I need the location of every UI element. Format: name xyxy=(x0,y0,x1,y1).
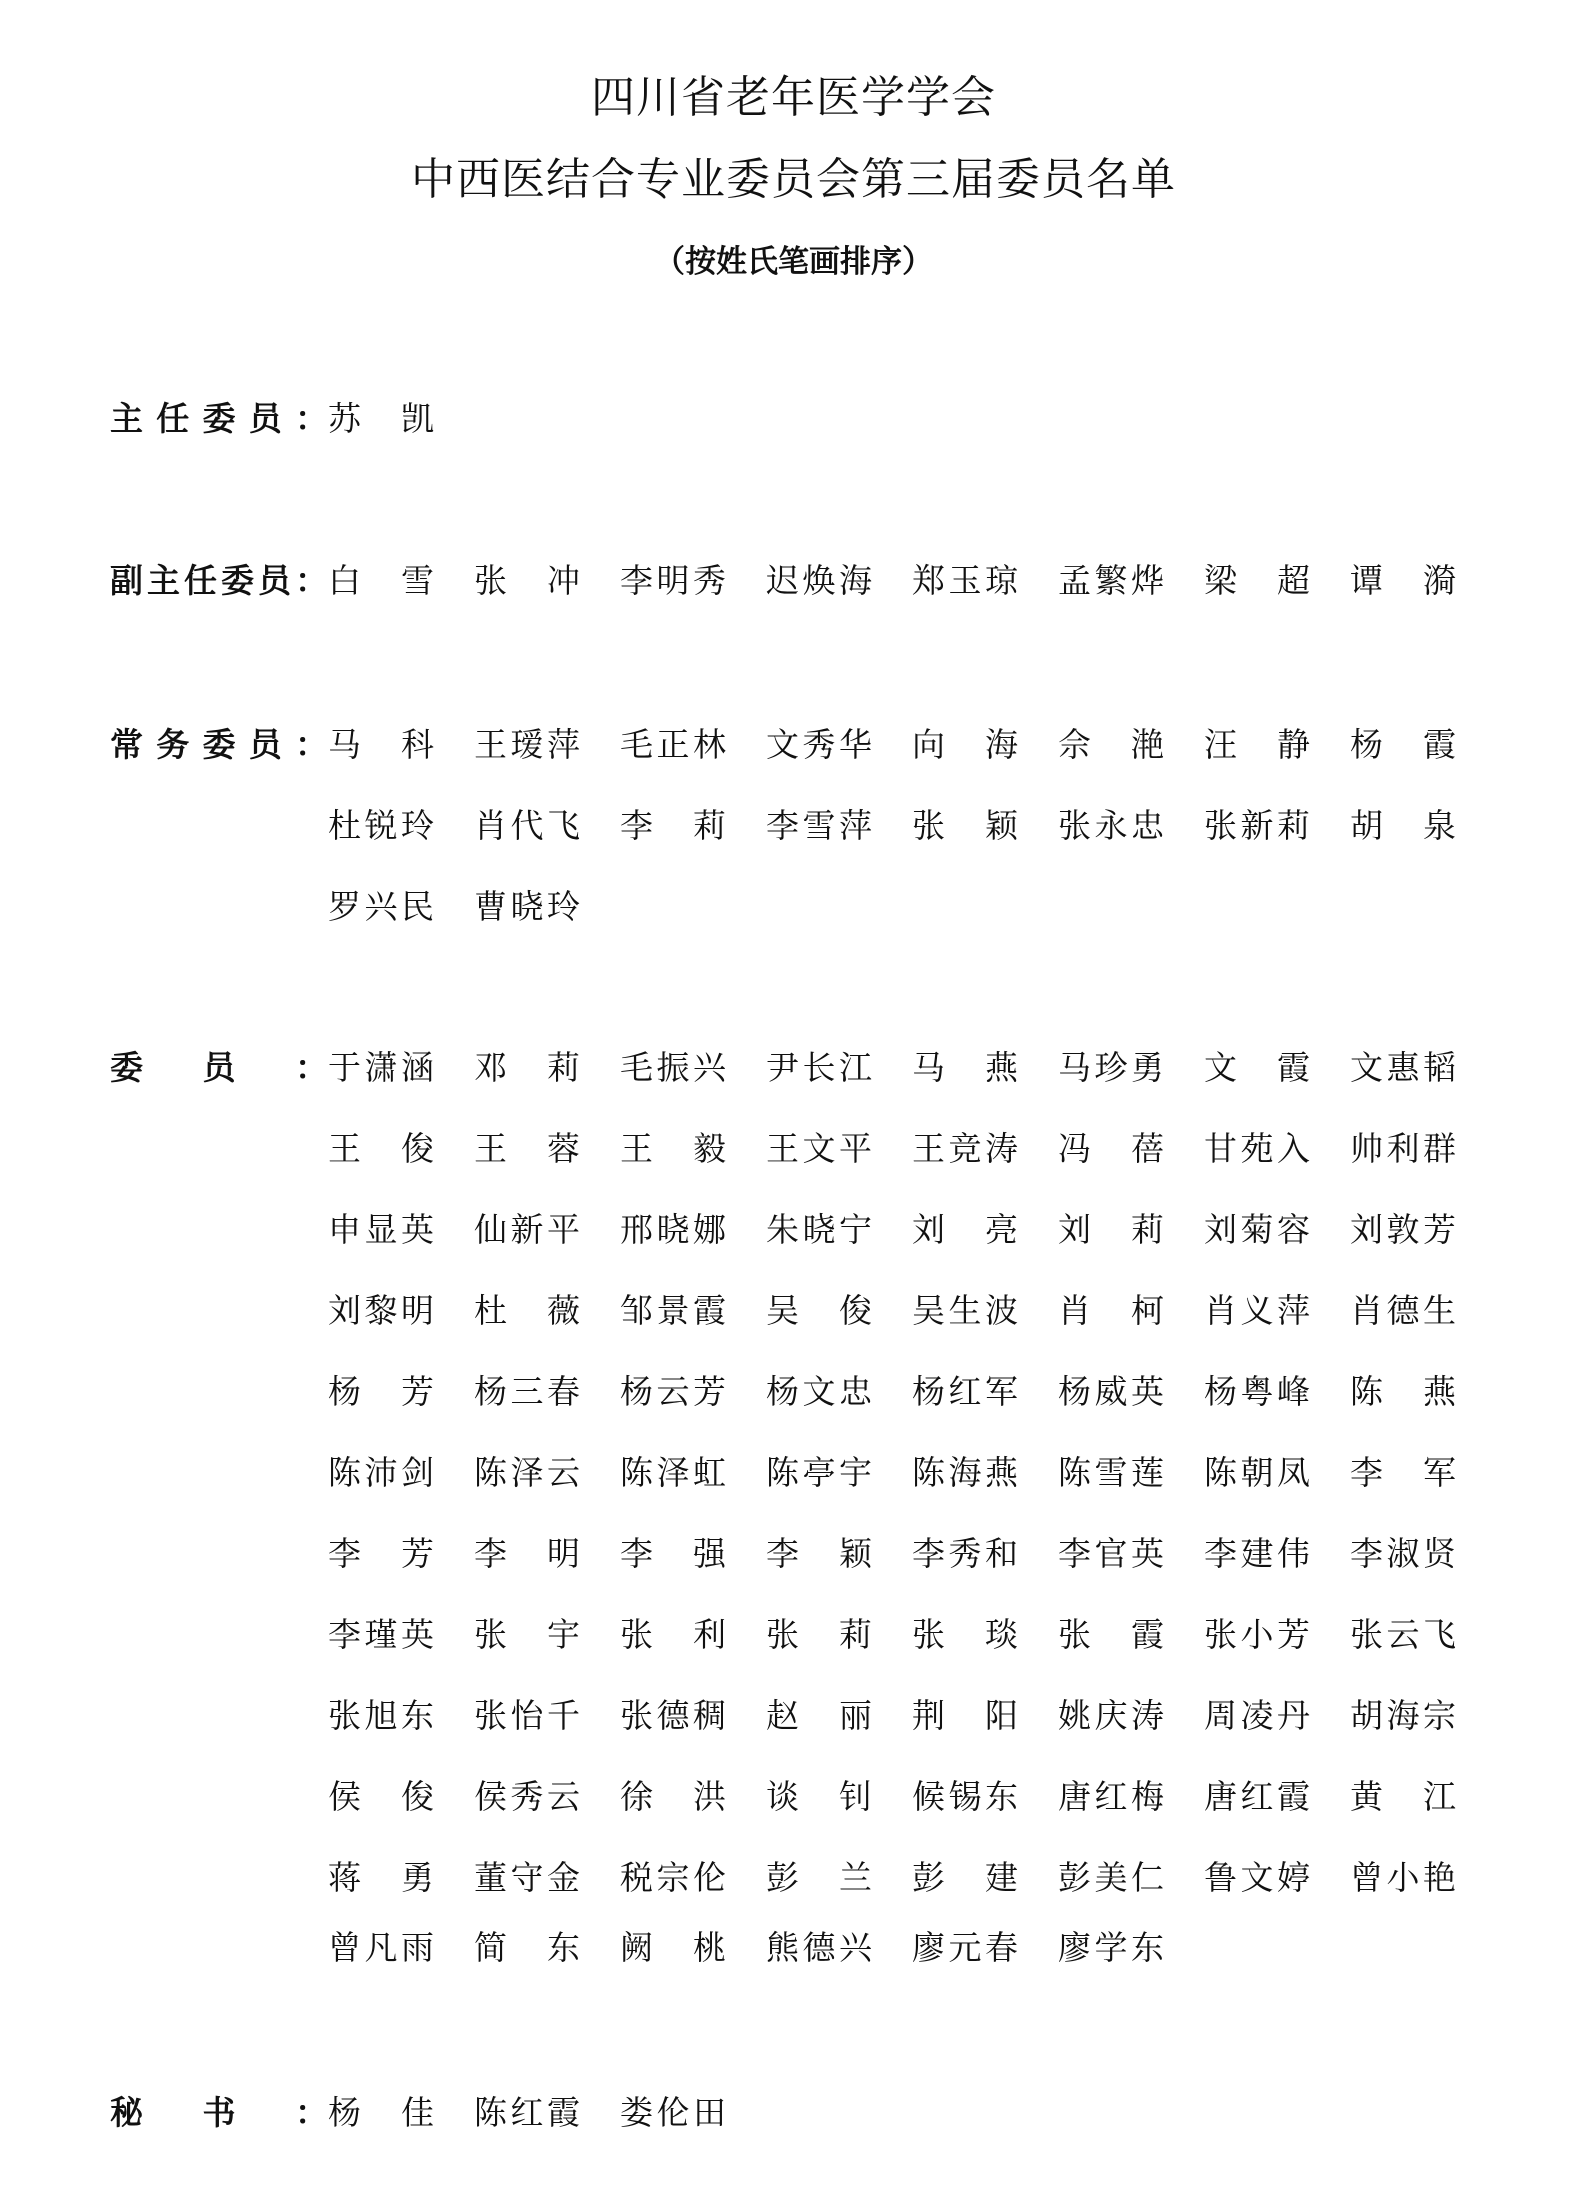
section-label-char: 书 xyxy=(202,2092,236,2132)
member-name-text: 黄 江 xyxy=(1350,1776,1456,1816)
member-name-text: 邓 莉 xyxy=(474,1047,580,1087)
member-name-text: 王 俊 xyxy=(328,1128,434,1168)
member-name-text: 李 莉 xyxy=(620,805,726,845)
member-name-text: 阙 桃 xyxy=(620,1927,726,1967)
member-name-text: 孟 繁 烨 xyxy=(1058,560,1164,600)
member-name-text: 杨 三 春 xyxy=(474,1371,580,1411)
member-name xyxy=(1350,560,1496,600)
member-name xyxy=(766,1776,912,1816)
section-label-char: ： xyxy=(295,724,328,764)
member-name-text: 李 强 xyxy=(620,1533,726,1573)
section-label-char: 主 xyxy=(110,398,143,438)
member-name-text: 张 利 xyxy=(620,1614,726,1654)
document-subtitle: （按姓氏笔画排序） xyxy=(654,244,933,280)
member-name xyxy=(1058,1047,1204,1087)
member-name xyxy=(766,1371,912,1411)
member-name-text: 荆 阳 xyxy=(912,1695,1018,1735)
member-name-text: 蒋 勇 xyxy=(328,1857,434,1897)
member-name-text: 李 军 xyxy=(1350,1452,1456,1492)
member-name xyxy=(328,1776,474,1816)
member-name xyxy=(912,1290,1058,1330)
member-name xyxy=(766,724,912,764)
member-name xyxy=(474,1927,620,1967)
member-name xyxy=(766,1209,912,1249)
member-name-text: 杜 薇 xyxy=(474,1290,580,1330)
member-row xyxy=(110,1778,1496,1814)
member-name-text: 李 颖 xyxy=(766,1533,872,1573)
member-name-text: 郑 玉 琼 xyxy=(912,560,1018,600)
member-name-text: 杨 文 忠 xyxy=(766,1371,872,1411)
member-name xyxy=(1204,1047,1350,1087)
member-name-text: 肖 代 飞 xyxy=(474,805,580,845)
member-row xyxy=(110,400,474,436)
member-name-text: 毛 振 兴 xyxy=(620,1047,726,1087)
member-name xyxy=(1058,724,1204,764)
member-name-text: 文 秀 华 xyxy=(766,724,872,764)
section-label-char: 务 xyxy=(156,724,190,764)
member-name xyxy=(474,1614,620,1654)
member-name-text: 娄 伦 田 xyxy=(620,2092,726,2132)
member-name xyxy=(766,805,912,845)
member-name-text: 刘 黎 明 xyxy=(328,1290,434,1330)
member-row xyxy=(110,1697,1496,1733)
member-name xyxy=(1350,1614,1496,1654)
member-row xyxy=(110,562,1496,598)
section-label-char: 任 xyxy=(184,560,217,600)
section-label-char: 员 xyxy=(202,1047,236,1087)
member-row xyxy=(110,726,1496,762)
member-name xyxy=(1204,805,1350,845)
member-row xyxy=(110,1535,1496,1571)
member-name xyxy=(328,560,474,600)
member-name-text: 胡 海 宗 xyxy=(1350,1695,1456,1735)
section-label-char: ： xyxy=(295,398,328,438)
member-name xyxy=(1350,1371,1496,1411)
member-name-text: 陈 朝 凤 xyxy=(1204,1452,1310,1492)
member-name-text: 张 永 忠 xyxy=(1058,805,1164,845)
member-name xyxy=(1350,1857,1496,1897)
member-name xyxy=(1058,1776,1204,1816)
member-row xyxy=(110,807,1496,843)
member-name xyxy=(1058,1857,1204,1897)
member-name-text: 徐 洪 xyxy=(620,1776,726,1816)
member-name xyxy=(912,724,1058,764)
member-name-text: 杨 粤 峰 xyxy=(1204,1371,1310,1411)
member-name xyxy=(1204,1452,1350,1492)
member-name xyxy=(328,1533,474,1573)
member-name-text: 陈 雪 莲 xyxy=(1058,1452,1164,1492)
member-name-text: 杨 霞 xyxy=(1350,724,1456,764)
member-name-text: 鲁 文 婷 xyxy=(1204,1857,1310,1897)
member-name-text: 李 淑 贤 xyxy=(1350,1533,1456,1573)
member-name-text: 张 旭 东 xyxy=(328,1695,434,1735)
member-name-text: 迟 焕 海 xyxy=(766,560,872,600)
member-name xyxy=(1350,1695,1496,1735)
member-name-text: 苏 凯 xyxy=(328,398,434,438)
member-name xyxy=(766,1290,912,1330)
member-name xyxy=(620,1047,766,1087)
member-name xyxy=(620,1452,766,1492)
member-name-text: 陈 红 霞 xyxy=(474,2092,580,2132)
member-name-text: 杨 佳 xyxy=(328,2092,434,2132)
member-name-text: 甘 苑 入 xyxy=(1204,1128,1310,1168)
member-name xyxy=(474,1290,620,1330)
member-name-text: 王 竞 涛 xyxy=(912,1128,1018,1168)
member-name xyxy=(1204,1290,1350,1330)
member-name xyxy=(620,1128,766,1168)
member-name xyxy=(912,560,1058,600)
member-name-text: 李 雪 萍 xyxy=(766,805,872,845)
member-row xyxy=(110,1859,1496,1895)
member-name xyxy=(620,1776,766,1816)
member-row xyxy=(110,1454,1496,1490)
member-name-text: 帅 利 群 xyxy=(1350,1128,1456,1168)
member-row xyxy=(110,1049,1496,1085)
member-name-text: 张 琰 xyxy=(912,1614,1018,1654)
member-name xyxy=(1204,1695,1350,1735)
member-name-text: 姚 庆 涛 xyxy=(1058,1695,1164,1735)
member-name-text: 侯 俊 xyxy=(328,1776,434,1816)
member-name xyxy=(912,1927,1058,1967)
member-name-text: 廖 学 东 xyxy=(1058,1927,1164,1967)
section-label-char: ： xyxy=(295,1047,328,1087)
member-name-text: 张 冲 xyxy=(474,560,580,600)
member-row xyxy=(110,1130,1496,1166)
document-title-line2: 中西医结合专业委员会第三届委员名单 xyxy=(411,154,1176,205)
section-label-char: 副 xyxy=(110,560,143,600)
member-name xyxy=(620,2092,766,2132)
member-name-text: 张 颖 xyxy=(912,805,1018,845)
member-name xyxy=(766,1533,912,1573)
member-name-text: 周 凌 丹 xyxy=(1204,1695,1310,1735)
section-label xyxy=(110,724,328,764)
member-name-text: 张 霞 xyxy=(1058,1614,1164,1654)
member-name xyxy=(328,1857,474,1897)
member-name xyxy=(912,1614,1058,1654)
member-name xyxy=(1058,1614,1204,1654)
document-title-line1: 四川省老年医学学会 xyxy=(591,72,996,123)
section-label xyxy=(110,560,328,600)
member-name xyxy=(1204,560,1350,600)
member-name-text: 杨 威 英 xyxy=(1058,1371,1164,1411)
section-label-char: 任 xyxy=(156,398,190,438)
member-name-text: 王 蓉 xyxy=(474,1128,580,1168)
member-name xyxy=(1350,1533,1496,1573)
member-row xyxy=(110,1616,1496,1652)
member-name xyxy=(474,1776,620,1816)
member-name-text: 张 德 稠 xyxy=(620,1695,726,1735)
member-name xyxy=(474,1371,620,1411)
member-name-text: 马 珍 勇 xyxy=(1058,1047,1164,1087)
member-name xyxy=(474,1857,620,1897)
member-name xyxy=(1350,805,1496,845)
member-name-text: 杜 锐 玲 xyxy=(328,805,434,845)
section-label-char: 员 xyxy=(248,398,282,438)
member-name-text: 曾 凡 雨 xyxy=(328,1927,434,1967)
member-name-text: 李 官 英 xyxy=(1058,1533,1164,1573)
member-name xyxy=(328,724,474,764)
member-name xyxy=(912,1695,1058,1735)
member-name xyxy=(1204,1128,1350,1168)
member-name-text: 仙 新 平 xyxy=(474,1209,580,1249)
member-name-text: 肖 柯 xyxy=(1058,1290,1164,1330)
member-name xyxy=(766,1614,912,1654)
member-name xyxy=(912,1047,1058,1087)
member-name xyxy=(1204,1776,1350,1816)
member-name xyxy=(620,1695,766,1735)
member-name-text: 杨 云 芳 xyxy=(620,1371,726,1411)
member-name-text: 梁 超 xyxy=(1204,560,1310,600)
member-name xyxy=(766,1695,912,1735)
member-name-text: 汪 静 xyxy=(1204,724,1310,764)
member-name xyxy=(912,1128,1058,1168)
member-name-text: 陈 燕 xyxy=(1350,1371,1456,1411)
member-name xyxy=(912,1452,1058,1492)
member-name-text: 董 守 金 xyxy=(474,1857,580,1897)
member-name xyxy=(1058,1927,1204,1967)
member-name xyxy=(328,2092,474,2132)
member-name-text: 朱 晓 宁 xyxy=(766,1209,872,1249)
member-name xyxy=(620,724,766,764)
member-name-text: 张 莉 xyxy=(766,1614,872,1654)
member-name xyxy=(1058,1695,1204,1735)
section-label-char: ： xyxy=(295,2092,328,2132)
member-name-text: 向 海 xyxy=(912,724,1018,764)
member-name xyxy=(1204,724,1350,764)
member-row xyxy=(110,1211,1496,1247)
member-name xyxy=(766,1047,912,1087)
member-name xyxy=(766,1128,912,1168)
member-name-text: 陈 泽 云 xyxy=(474,1452,580,1492)
member-name-text: 文 惠 韬 xyxy=(1350,1047,1456,1087)
section-label-char: 委 xyxy=(221,560,254,600)
member-name-text: 佘 滟 xyxy=(1058,724,1164,764)
member-name-text: 陈 沛 剑 xyxy=(328,1452,434,1492)
member-name-text: 李 芳 xyxy=(328,1533,434,1573)
member-name-text: 尹 长 江 xyxy=(766,1047,872,1087)
member-name xyxy=(474,886,620,926)
member-name-text: 王 毅 xyxy=(620,1128,726,1168)
member-name-text: 马 燕 xyxy=(912,1047,1018,1087)
member-name xyxy=(1204,1209,1350,1249)
member-name-text: 侯 秀 云 xyxy=(474,1776,580,1816)
section-label-char: 委 xyxy=(110,1047,143,1087)
section-label-char: 委 xyxy=(202,724,236,764)
section-label xyxy=(110,2092,328,2132)
member-name-text: 赵 丽 xyxy=(766,1695,872,1735)
member-name-text: 罗 兴 民 xyxy=(328,886,434,926)
member-name xyxy=(328,1452,474,1492)
member-name xyxy=(474,724,620,764)
member-name xyxy=(474,2092,620,2132)
member-name-text: 陈 泽 虹 xyxy=(620,1452,726,1492)
member-name xyxy=(474,1047,620,1087)
member-name xyxy=(328,1209,474,1249)
member-name xyxy=(912,805,1058,845)
member-name xyxy=(1204,1857,1350,1897)
section-label-char: 秘 xyxy=(110,2092,143,2132)
member-name-text: 胡 泉 xyxy=(1350,805,1456,845)
member-name xyxy=(912,1533,1058,1573)
section-label xyxy=(110,398,328,438)
member-name xyxy=(912,1857,1058,1897)
member-name-text: 张 怡 千 xyxy=(474,1695,580,1735)
member-name-text: 候 锡 东 xyxy=(912,1776,1018,1816)
member-name-text: 于 潇 涵 xyxy=(328,1047,434,1087)
member-name xyxy=(474,1128,620,1168)
member-row xyxy=(110,2094,766,2130)
member-name xyxy=(766,1452,912,1492)
member-name xyxy=(328,886,474,926)
member-name xyxy=(620,1371,766,1411)
member-name-text: 简 东 xyxy=(474,1927,580,1967)
section-label-char: 常 xyxy=(110,724,143,764)
member-name xyxy=(1350,1128,1496,1168)
member-name xyxy=(474,560,620,600)
member-name-text: 吴 生 波 xyxy=(912,1290,1018,1330)
member-name xyxy=(620,1209,766,1249)
member-name-text: 彭 美 仁 xyxy=(1058,1857,1164,1897)
member-name xyxy=(474,805,620,845)
member-name-text: 杨 红 军 xyxy=(912,1371,1018,1411)
member-name xyxy=(1350,1290,1496,1330)
member-name xyxy=(766,1927,912,1967)
member-name xyxy=(620,1614,766,1654)
member-name-text: 吴 俊 xyxy=(766,1290,872,1330)
member-name-text: 李 明 秀 xyxy=(620,560,726,600)
member-name xyxy=(328,805,474,845)
member-name-text: 马 科 xyxy=(328,724,434,764)
member-name-text: 文 霞 xyxy=(1204,1047,1310,1087)
member-row xyxy=(110,1292,1496,1328)
member-name xyxy=(620,1927,766,1967)
member-name xyxy=(1058,1128,1204,1168)
member-name-text: 曹 晓 玲 xyxy=(474,886,580,926)
member-name-text: 唐 红 霞 xyxy=(1204,1776,1310,1816)
member-name xyxy=(474,1533,620,1573)
member-name-text: 冯 蓓 xyxy=(1058,1128,1164,1168)
member-name xyxy=(1204,1371,1350,1411)
member-name xyxy=(1058,1290,1204,1330)
member-name xyxy=(1058,1209,1204,1249)
member-name xyxy=(328,1614,474,1654)
member-name-text: 申 显 英 xyxy=(328,1209,434,1249)
member-name xyxy=(328,1290,474,1330)
member-name xyxy=(912,1371,1058,1411)
member-name xyxy=(328,1695,474,1735)
member-row xyxy=(110,888,620,924)
member-name xyxy=(1058,1371,1204,1411)
member-name-text: 王 瑷 萍 xyxy=(474,724,580,764)
member-name xyxy=(1350,1452,1496,1492)
section-label-char: 委 xyxy=(202,398,236,438)
member-name xyxy=(1058,1452,1204,1492)
member-name xyxy=(912,1776,1058,1816)
member-row xyxy=(110,1373,1496,1409)
section-label-char: 员 xyxy=(258,560,291,600)
member-name xyxy=(474,1695,620,1735)
member-name-text: 刘 莉 xyxy=(1058,1209,1164,1249)
member-name xyxy=(766,560,912,600)
section-label-char: 员 xyxy=(248,724,282,764)
member-name xyxy=(1058,1533,1204,1573)
member-name-text: 李 建 伟 xyxy=(1204,1533,1310,1573)
member-name-text: 毛 正 林 xyxy=(620,724,726,764)
member-name-text: 谭 漪 xyxy=(1350,560,1456,600)
member-name-text: 肖 德 生 xyxy=(1350,1290,1456,1330)
member-name-text: 廖 元 春 xyxy=(912,1927,1018,1967)
member-name-text: 张 小 芳 xyxy=(1204,1614,1310,1654)
member-name-text: 陈 海 燕 xyxy=(912,1452,1018,1492)
member-row xyxy=(110,1929,1204,1965)
member-name-text: 邹 景 霞 xyxy=(620,1290,726,1330)
member-name-text: 刘 亮 xyxy=(912,1209,1018,1249)
member-name xyxy=(1204,1614,1350,1654)
member-name-text: 李 秀 和 xyxy=(912,1533,1018,1573)
member-name-text: 李 瑾 英 xyxy=(328,1614,434,1654)
member-name xyxy=(620,560,766,600)
member-name xyxy=(1350,1047,1496,1087)
member-name xyxy=(1058,805,1204,845)
member-name-text: 唐 红 梅 xyxy=(1058,1776,1164,1816)
section-label xyxy=(110,1047,328,1087)
member-name xyxy=(474,1209,620,1249)
member-name xyxy=(1204,1533,1350,1573)
member-name-text: 张 云 飞 xyxy=(1350,1614,1456,1654)
member-name xyxy=(1350,1776,1496,1816)
member-name xyxy=(1350,1209,1496,1249)
member-name xyxy=(328,1047,474,1087)
member-name-text: 彭 兰 xyxy=(766,1857,872,1897)
member-name xyxy=(328,398,474,438)
member-name-text: 刘 菊 容 xyxy=(1204,1209,1310,1249)
member-name-text: 谈 钊 xyxy=(766,1776,872,1816)
member-name xyxy=(1350,724,1496,764)
member-name xyxy=(620,1857,766,1897)
member-name-text: 肖 义 萍 xyxy=(1204,1290,1310,1330)
member-name-text: 刘 敦 芳 xyxy=(1350,1209,1456,1249)
member-name-text: 税 宗 伦 xyxy=(620,1857,726,1897)
member-name xyxy=(620,805,766,845)
member-name-text: 张 宇 xyxy=(474,1614,580,1654)
member-name-text: 李 明 xyxy=(474,1533,580,1573)
member-name xyxy=(620,1533,766,1573)
member-name xyxy=(1058,560,1204,600)
member-name-text: 杨 芳 xyxy=(328,1371,434,1411)
member-name xyxy=(474,1452,620,1492)
section-label-char: ： xyxy=(295,560,328,600)
member-name xyxy=(328,1371,474,1411)
section-label-char: 主 xyxy=(147,560,180,600)
member-name xyxy=(912,1209,1058,1249)
member-name-text: 王 文 平 xyxy=(766,1128,872,1168)
member-name xyxy=(766,1857,912,1897)
member-name-text: 陈 亭 宇 xyxy=(766,1452,872,1492)
member-name-text: 白 雪 xyxy=(328,560,434,600)
member-name-text: 熊 德 兴 xyxy=(766,1927,872,1967)
member-name xyxy=(328,1128,474,1168)
member-name-text: 彭 建 xyxy=(912,1857,1018,1897)
member-name xyxy=(328,1927,474,1967)
member-name-text: 张 新 莉 xyxy=(1204,805,1310,845)
member-name xyxy=(620,1290,766,1330)
member-name-text: 邢 晓 娜 xyxy=(620,1209,726,1249)
member-name-text: 曾 小 艳 xyxy=(1350,1857,1456,1897)
